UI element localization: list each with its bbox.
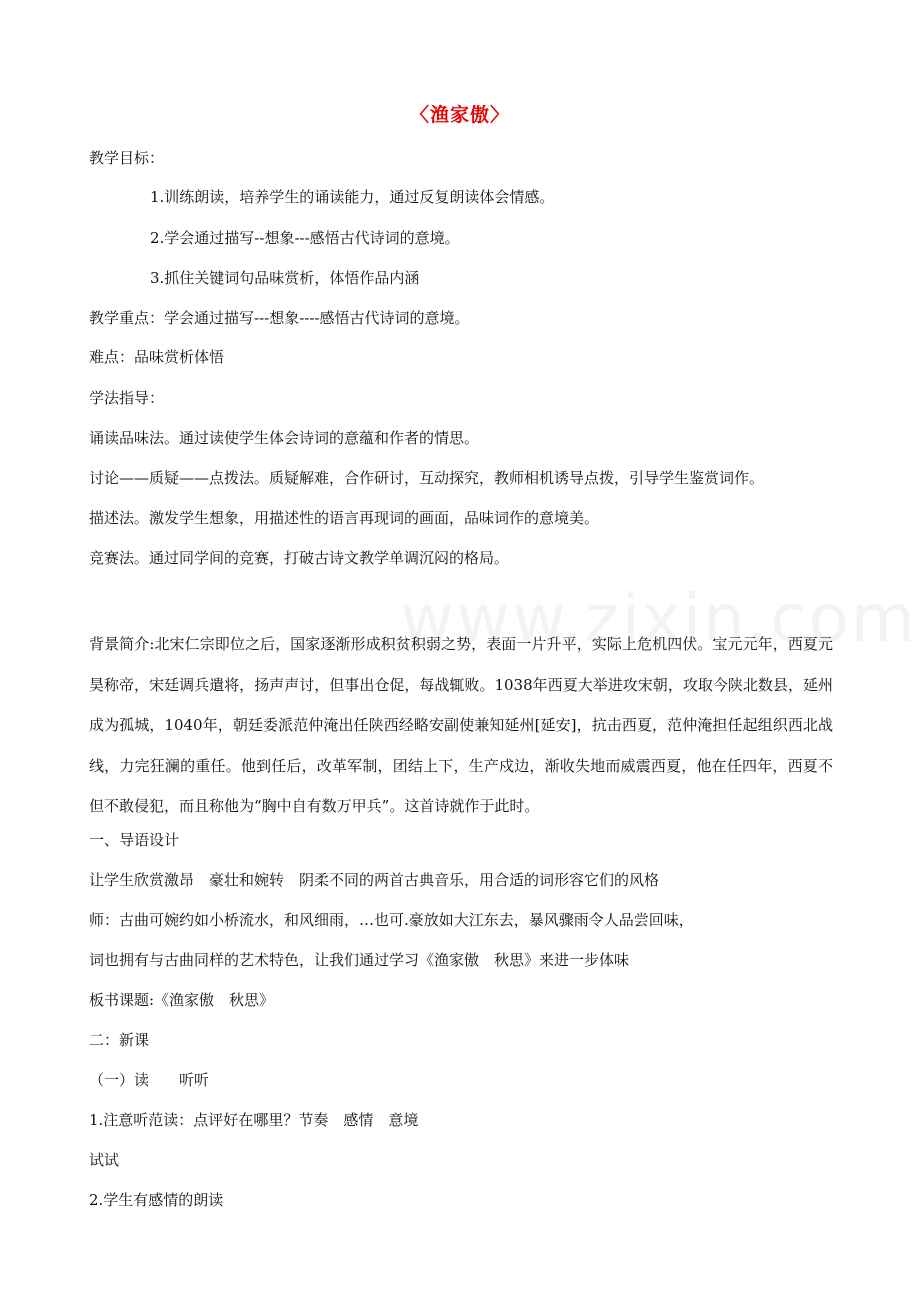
board-title-line: 板书课题:《渔家傲 秋思》 bbox=[89, 991, 275, 1009]
difficulty-line: 难点：品味赏析体悟 bbox=[89, 348, 225, 366]
objective-item: 3.抓住关键词句品味赏析，体悟作品内涵 bbox=[150, 269, 420, 287]
body-line: 词也拥有与古曲同样的艺术特色，让我们通过学习《渔家傲 秋思》来进一步体味 bbox=[89, 951, 630, 969]
document-title: 〈渔家傲〉 bbox=[409, 104, 510, 126]
method-item: 描述法。激发学生想象，用描述性的语言再现词的画面，品味词作的意境美。 bbox=[89, 509, 600, 527]
background-paragraph: 背景简介:北宋仁宗即位之后，国家逐渐形成积贫积弱之势，表面一片升平，实际上危机四伏。宝元元年，西夏元昊称帝，宋廷调兵遣将，扬声声讨，但事出仓促，每战辄败。1038年西夏大举进攻宋朝，攻取今陕北数县，延州成为孤城，1040年，朝廷委派范仲淹出任陕西经略安副使兼知延州[延安]，抗击西夏，范仲淹担任起组织西北战线，力完狂澜的重任。他到任后，改革军制，团结上下，生产戍边，渐收失地而威震西夏，他在任四年，西夏不但不敢侵犯，而且称他为“胸中自有数万甲兵”。这首诗就作于此时。 bbox=[89, 635, 833, 815]
body-line: 2.学生有感情的朗读 bbox=[89, 1191, 224, 1209]
subsection-heading-read: （一）读 听听 bbox=[89, 1071, 210, 1089]
body-line: 师：古曲可婉约如小桥流水，和风细雨，…也可.豪放如大江东去，暴风骤雨令人品尝回味， bbox=[89, 911, 694, 929]
method-item: 竞赛法。通过同学间的竞赛，打破古诗文教学单调沉闷的格局。 bbox=[89, 549, 510, 567]
section-heading-new-lesson: 二：新课 bbox=[89, 1031, 150, 1049]
method-item: 讨论——质疑——点拨法。质疑解难，合作研讨，互动探究，教师相机诱导点拨，引导学生鉴赏词作。 bbox=[89, 469, 765, 487]
section-heading-intro: 一、导语设计 bbox=[89, 831, 180, 849]
key-points-line: 教学重点：学会通过描写---想象----感悟古代诗词的意境。 bbox=[89, 309, 470, 327]
objective-item: 1.训练朗读，培养学生的诵读能力，通过反复朗读体会情感。 bbox=[150, 188, 555, 206]
body-line: 1.注意听范读：点评好在哪里？节奏 感情 意境 bbox=[89, 1111, 419, 1129]
section-heading-objectives: 教学目标： bbox=[89, 149, 165, 167]
section-heading-methods: 学法指导： bbox=[89, 389, 165, 407]
method-item: 诵读品味法。通过读使学生体会诗词的意蕴和作者的情思。 bbox=[89, 429, 480, 447]
body-line: 让学生欣赏激昂 豪壮和婉转 阴柔不同的两首古典音乐，用合适的词形容它们的风格 bbox=[89, 871, 660, 889]
body-line: 试试 bbox=[89, 1151, 120, 1169]
objective-item: 2.学会通过描写--想象---感悟古代诗词的意境。 bbox=[150, 229, 460, 247]
